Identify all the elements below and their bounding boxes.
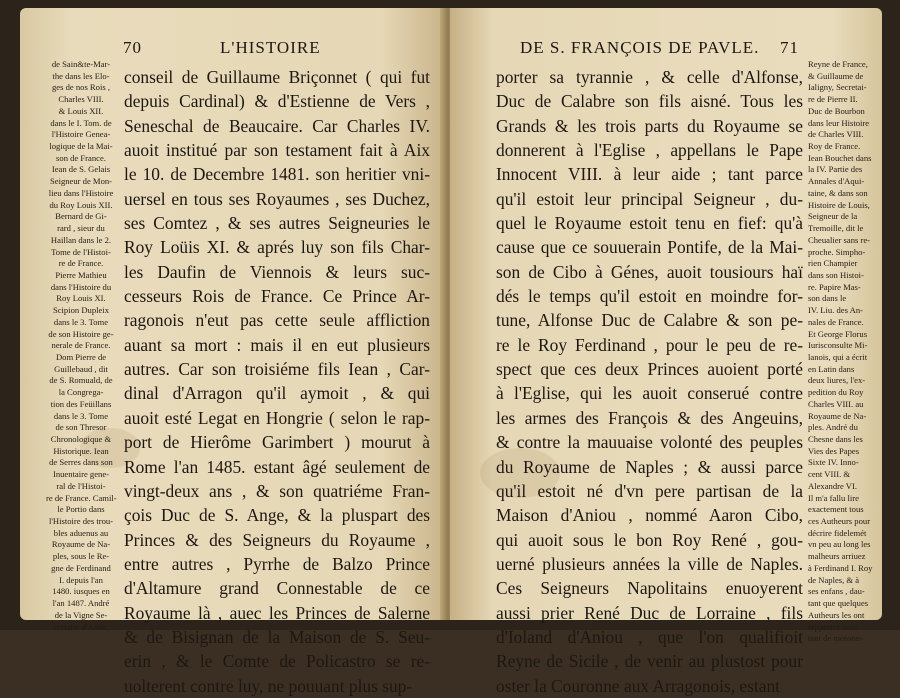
margin-note-line: Iurisconsulte Mi- bbox=[808, 340, 868, 351]
margin-note-line: du Roy Louis XII. bbox=[49, 199, 113, 210]
margin-note-line: Reyne de France, bbox=[808, 59, 868, 69]
margin-note-line: lieu dans l'Histoire bbox=[48, 187, 114, 198]
margin-note-line: re de France. bbox=[58, 258, 104, 269]
body-line: quel le Royaume estoit tenu en fief: qu'à bbox=[496, 213, 803, 234]
body-line: dés le temps qu'il estoit en moindre for- bbox=[496, 286, 803, 307]
body-line: ses Comtez , & ses autres Seigneuries le bbox=[124, 213, 430, 234]
margin-note-line: Cheualier sans re- bbox=[808, 234, 871, 245]
margin-note-line: the dans les Elo- bbox=[52, 70, 110, 81]
body-line: Ces Seigneurs Napolitains enuoyerent bbox=[496, 578, 803, 599]
body-line: erin , & le Comte de Policastro se re- bbox=[124, 651, 430, 672]
margin-note-line: & Louis XII. bbox=[58, 105, 104, 116]
page-number-left: 70 bbox=[123, 38, 142, 57]
body-line: qu'il estoit né d'vn pere partisan de la bbox=[496, 480, 803, 501]
body-line: auant sa mort : mais il en eut plusieurs bbox=[124, 334, 430, 355]
margin-note-line: vn peu au long les bbox=[808, 539, 871, 550]
body-line: auoit institué par son testament fait à Aix bbox=[124, 140, 430, 161]
margin-note-line: gne de Ferdinand bbox=[51, 562, 111, 573]
body-line: vingt-deux ans , & son quatriéme Fran- bbox=[124, 480, 430, 501]
left-margin-notes bbox=[46, 59, 116, 633]
margin-note-line: Chesne dans les bbox=[808, 434, 863, 444]
margin-note-line: Seigneur de la bbox=[808, 211, 858, 222]
margin-note-line: Charles VIII. au bbox=[808, 398, 864, 409]
body-line: Seneschal de Beaucaire. Car Charles IV. bbox=[124, 115, 430, 136]
page-number-right: 71 bbox=[780, 38, 799, 57]
body-line: d'Ioland d'Aniou , que l'on qualifioit bbox=[496, 626, 803, 647]
body-line: auoit esté Legat en Hongrie ( selon le rap- bbox=[124, 407, 430, 428]
margin-note-line: rard , sieur du bbox=[57, 223, 105, 234]
right-body-text bbox=[496, 65, 803, 698]
margin-note-line: de la Vigne Se- bbox=[54, 609, 108, 620]
body-line: conseil de Guillaume Briçonnet ( qui fut bbox=[124, 67, 430, 87]
margin-note-line: la Congrega- bbox=[58, 387, 104, 398]
margin-note-line: dans l'Histoire du bbox=[50, 281, 112, 292]
margin-note-line: IV. Liu. des An- bbox=[808, 305, 863, 316]
margin-note-line: de Sain&te-Mar- bbox=[51, 59, 111, 69]
left-page bbox=[20, 8, 445, 696]
margin-note-line: Pierre Mathieu bbox=[55, 269, 107, 280]
body-line: oster la Couronne aux Arragonois, estant bbox=[496, 675, 780, 696]
margin-note-line: nerale de France. bbox=[51, 340, 111, 351]
margin-note-line: re de France. Camil- bbox=[46, 492, 117, 503]
running-head-left: L'HISTOIRE bbox=[220, 38, 321, 57]
body-line: d'Altamure grand Connestable de ce bbox=[124, 578, 430, 599]
margin-note-line: Historique. Iean bbox=[53, 445, 109, 456]
margin-note-line: Duc de Bourbon bbox=[808, 105, 865, 116]
body-line: çois Duc de S. Ange, & la pluspart des bbox=[124, 505, 430, 526]
margin-note-line: Chronologique & bbox=[50, 434, 112, 444]
margin-note-line: Annales d'Aqui- bbox=[808, 176, 865, 187]
margin-note-line: tion des Feüillans bbox=[50, 398, 112, 409]
body-line: aussi prier René Duc de Lorraine , fils bbox=[496, 602, 803, 623]
margin-note-line: Roy Louis XI. bbox=[56, 293, 106, 304]
margin-note-line: proche. Simpho- bbox=[808, 246, 866, 257]
margin-note-line: pedition du Roy bbox=[808, 387, 864, 398]
body-line: Duc de Calabre son fils aisné. Tous les bbox=[496, 91, 803, 112]
margin-note-line: Et George Florus bbox=[808, 328, 868, 339]
margin-note-line: l'Histoire Genea- bbox=[51, 129, 111, 140]
margin-note-line: de son Histoire ge- bbox=[48, 328, 114, 339]
margin-note-line: tant de menson- bbox=[808, 633, 863, 644]
margin-note-line: tant que quelques bbox=[808, 598, 869, 609]
margin-note-line: I. depuis l'an bbox=[59, 574, 103, 585]
margin-note-line: Royaume de Na- bbox=[51, 539, 111, 550]
margin-note-line: Dom Pierre de bbox=[55, 351, 107, 362]
body-line: son de Cibo à Génes, auoit tousiours haï bbox=[496, 261, 803, 282]
margin-note-line: Roy de France. bbox=[808, 141, 861, 152]
margin-note-line: dans le 3. Tome bbox=[53, 316, 109, 327]
margin-note-line: cent VIII. & bbox=[808, 469, 851, 480]
margin-note-line: malheurs arriuez bbox=[808, 551, 866, 562]
margin-note-line: Sixte IV. Inno- bbox=[808, 457, 859, 468]
body-line: dinal d'Arragon qu'il aymoit , & qui bbox=[124, 383, 430, 404]
right-page bbox=[450, 8, 882, 696]
margin-note-line: l'Histoire des trou- bbox=[48, 516, 114, 527]
margin-note-line: l'an 1487. André bbox=[52, 598, 110, 609]
body-line: & de Bisignan de la Maison de S. Seu- bbox=[124, 626, 430, 647]
margin-note-line: en Latin dans bbox=[808, 363, 855, 374]
body-line: Grands & les trois parts du Royaume se bbox=[496, 115, 803, 136]
margin-note-line: le Portio dans bbox=[57, 504, 105, 515]
margin-note-line: son dans le bbox=[808, 293, 847, 304]
body-line: Maison d'Aniou , nommé Aaron Cibo, bbox=[496, 505, 803, 526]
body-line: Reyne de Sicile , de venir au plustost pour bbox=[496, 651, 803, 672]
body-line: spect que ces deux Princes auoient porté bbox=[496, 359, 803, 380]
margin-note-line: Inuentaire gene- bbox=[52, 469, 110, 480]
margin-note-line: Alexandre VI. bbox=[808, 480, 857, 491]
margin-note-line: décrire fidelemét bbox=[808, 527, 867, 538]
margin-note-line: de Serres dans son bbox=[49, 457, 113, 468]
margin-note-line: cretaire d'Anne, bbox=[53, 621, 109, 632]
margin-note-line: Autheurs les ont bbox=[808, 609, 865, 620]
body-line: ragonois n'eut pas cette seule affliction bbox=[124, 310, 430, 331]
body-line: qui auoit sous le bon Roy René , gou- bbox=[496, 529, 803, 550]
right-margin-notes bbox=[808, 59, 876, 645]
margin-note-line: de Charles VIII. bbox=[808, 129, 864, 140]
margin-note-line: Il m'a fallu lire bbox=[808, 492, 859, 503]
margin-note-line: rapportez auec bbox=[808, 621, 859, 632]
body-line: qu'il estoit leur principal Seigneur , du- bbox=[496, 188, 803, 209]
margin-note-line: de S. Romuald, de bbox=[49, 375, 113, 386]
margin-note-line: deux liures, l'ex- bbox=[808, 375, 866, 386]
body-line: autres. Car son troisiéme fils Iean , Car- bbox=[124, 359, 430, 380]
body-line: Princes & des Seigneurs du Royaume , bbox=[124, 529, 430, 550]
body-line: cesseurs Rois de France. Ce Prince Ar- bbox=[124, 286, 430, 307]
margin-note-line: dans le 3. Tome bbox=[53, 410, 109, 421]
left-body-text bbox=[124, 65, 430, 698]
margin-note-line: de Naples, & à bbox=[808, 574, 860, 585]
margin-note-line: Histoire de Louis, bbox=[808, 199, 870, 210]
margin-note-line: taine, & dans son bbox=[808, 187, 868, 198]
margin-note-line: ples. André du bbox=[808, 422, 858, 433]
body-line: tune, Alfonse Duc de Calabre & son pe- bbox=[496, 310, 803, 331]
body-line: uerné plusieurs années la ville de Naples. bbox=[496, 553, 803, 574]
body-line: re le Roy Ferdinand , pour le peu de re- bbox=[496, 334, 803, 355]
body-line: Rome l'an 1485. estant âgé seulement de bbox=[124, 456, 430, 477]
margin-note-line: son de France. bbox=[56, 152, 106, 163]
body-line: les Daufin de Viennois & leurs suc- bbox=[124, 261, 430, 282]
body-line: les armes des François & des Angeuins, bbox=[496, 407, 803, 428]
margin-note-line: Ialigny, Secretai- bbox=[808, 82, 867, 93]
body-line: donnerent à l'Eglise , appellans le Pape bbox=[496, 140, 803, 161]
margin-note-line: Seigneur de Mon- bbox=[49, 176, 113, 187]
body-line: Innocent VIII. à leur aide ; tant parce bbox=[496, 164, 803, 185]
margin-note-line: lanois, qui a écrit bbox=[808, 351, 868, 362]
margin-note-line: dans son Histoi- bbox=[808, 269, 864, 280]
running-head-right: DE S. FRANÇOIS DE PAVLE. bbox=[520, 38, 760, 57]
margin-note-line: ces Autheurs pour bbox=[808, 516, 871, 527]
margin-note-line: dans leur Histoire bbox=[808, 117, 870, 128]
body-line: le 10. de Decembre 1481. son heritier vni- bbox=[124, 164, 430, 185]
margin-note-line: bles aduenus au bbox=[53, 527, 109, 538]
margin-note-line: Scipion Dupleix bbox=[52, 305, 110, 316]
body-line: Royaume là , auec les Princes de Salerne bbox=[124, 602, 430, 623]
margin-note-line: Charles VIII. bbox=[58, 94, 104, 105]
margin-note-line: dans le I. Tom. de bbox=[50, 117, 112, 128]
margin-note-line: exactement tous bbox=[808, 504, 864, 515]
margin-note-line: ral de l'Histoi- bbox=[56, 480, 106, 491]
margin-note-line: de son Thresor bbox=[55, 422, 107, 433]
margin-note-line: la IV. Partie des bbox=[808, 164, 863, 175]
body-line: à l'Eglise, qui les auoit conserué contre bbox=[496, 383, 803, 404]
margin-note-line: re. Papire Mas- bbox=[808, 281, 861, 292]
margin-note-line: Iean de S. Gelais bbox=[51, 164, 111, 175]
margin-note-line: & Guillaume de bbox=[808, 70, 864, 81]
margin-note-line: Royaume de Na- bbox=[808, 410, 867, 421]
margin-note-line: Haillan dans le 2. bbox=[50, 234, 112, 245]
body-line: uersel en tous ses Royaumes , ses Duchez, bbox=[124, 188, 430, 209]
margin-note-line: ges de nos Rois , bbox=[51, 82, 110, 93]
margin-note-line: ples, sous le Re- bbox=[52, 551, 110, 562]
body-line: entre autres , Pyrrhe de Balzo Prince bbox=[124, 553, 430, 574]
margin-note-line: 1480. iusques en bbox=[52, 586, 110, 597]
body-line: depuis Cardinal) & d'Estienne de Vers , bbox=[124, 91, 430, 112]
body-line: du Royaume de Naples ; & aussi parce bbox=[496, 456, 803, 477]
margin-note-line: Bernard de Gi- bbox=[55, 211, 107, 222]
margin-note-line: Tome de l'Histoi- bbox=[51, 246, 111, 257]
body-line: & contre la mauuaise volonté des peuples bbox=[496, 432, 803, 453]
body-line: uolterent contre luy, ne pouuant plus sup- bbox=[124, 675, 413, 696]
margin-note-line: Vies des Papes bbox=[808, 445, 860, 456]
body-line: Roy Loüis XI. & aprés luy son fils Char- bbox=[124, 237, 430, 258]
margin-note-line: rien Champier bbox=[808, 258, 858, 269]
margin-note-line: logique de la Mai- bbox=[49, 141, 113, 152]
margin-note-line: nales de France. bbox=[808, 316, 864, 327]
body-line: porter sa tyrannie , & celle d'Alfonse, bbox=[496, 67, 803, 87]
body-line: port de Hierôme Garimbert ) mourut à bbox=[124, 432, 430, 453]
margin-note-line: à Ferdinand I. Roy bbox=[808, 562, 873, 573]
margin-note-line: ses enfans , dau- bbox=[808, 586, 865, 597]
body-line: cause que ce souuerain Pontife, de la Mai- bbox=[496, 237, 803, 258]
margin-note-line: re de Pierre II. bbox=[808, 94, 858, 105]
margin-note-line: Guillebaud , dit bbox=[54, 363, 108, 374]
margin-note-line: Iean Bouchet dans bbox=[808, 152, 872, 163]
margin-note-line: Tremoille, dit le bbox=[808, 223, 864, 234]
